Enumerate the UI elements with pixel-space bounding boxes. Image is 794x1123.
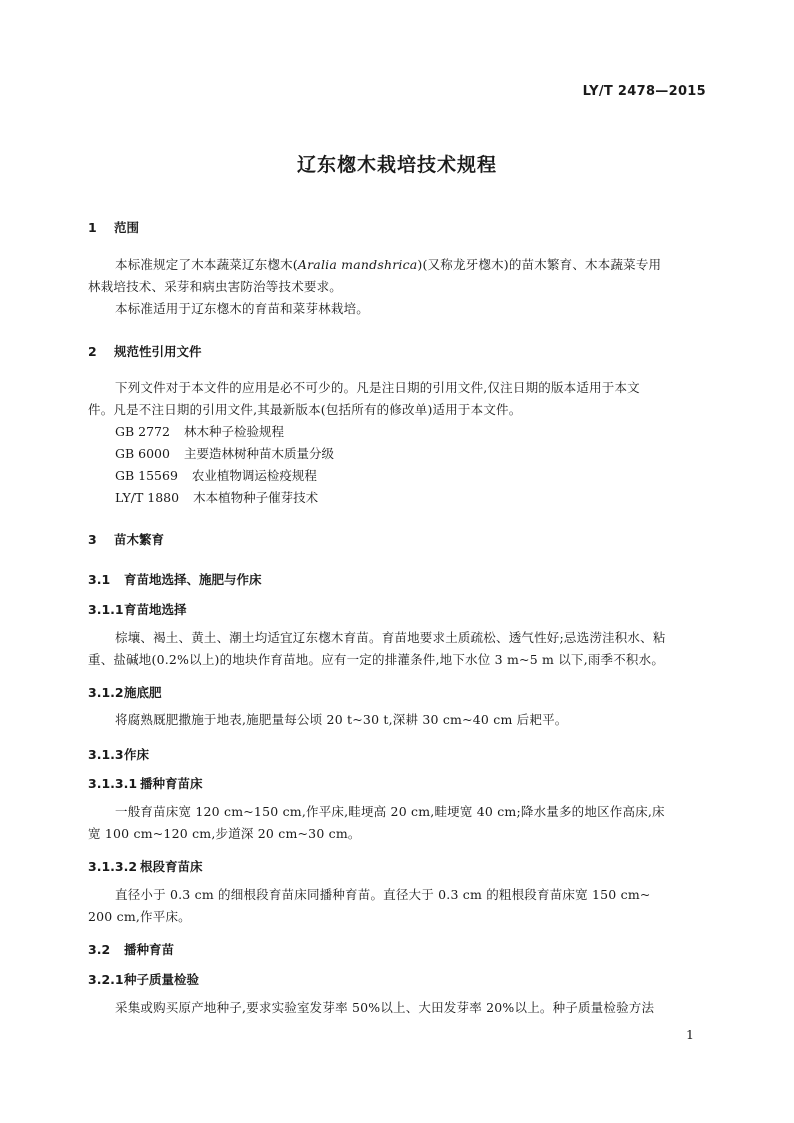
- section-number: 3.2: [88, 942, 111, 957]
- section-number: 3.2.1: [88, 972, 124, 987]
- reference-code: GB 6000: [115, 446, 170, 461]
- text-run: )(又称龙牙楤木)的苗木繁育、木本蔬菜专用: [417, 257, 662, 272]
- section-number: 2: [88, 344, 97, 359]
- section-title: 作床: [124, 747, 150, 762]
- standard-code: LY/T 2478—2015: [582, 84, 706, 99]
- paragraph-line: 林栽培技术、采芽和病虫害防治等技术要求。: [88, 279, 343, 294]
- reference-item: [115, 488, 318, 506]
- section-heading-3-1: [88, 570, 262, 588]
- section-heading-3-2: [88, 940, 174, 958]
- section-title: 育苗地选择、施肥与作床: [124, 572, 262, 587]
- section-number: 3.1.3.2: [88, 859, 138, 874]
- section-number: 3.1: [88, 572, 111, 587]
- paragraph-line: 本标准适用于辽东楤木的育苗和菜芽林栽培。: [115, 301, 370, 316]
- section-heading-3-2-1: [88, 970, 199, 988]
- paragraph-line: 直径小于 0.3 cm 的细根段育苗床同播种育苗。直径大于 0.3 cm 的粗根段育苗床宽 150 cm~: [115, 887, 651, 902]
- paragraph: [88, 377, 706, 421]
- reference-name: 主要造林树种苗木质量分级: [183, 446, 334, 461]
- section-heading-3: [88, 530, 164, 548]
- section-heading-1: [88, 218, 139, 236]
- paragraph-line: 棕壤、褐土、黄土、潮土均适宜辽东楤木育苗。育苗地要求土质疏松、透气性好;忌选涝洼积水、粘: [115, 630, 666, 645]
- section-title: 播种育苗床: [140, 776, 203, 791]
- page-number: 1: [686, 1027, 694, 1042]
- section-number: 3.1.2: [88, 685, 124, 700]
- paragraph: [88, 627, 706, 671]
- reference-item: [115, 422, 284, 440]
- section-title: 规范性引用文件: [114, 344, 202, 359]
- reference-name: 木本植物种子催芽技术: [193, 490, 319, 505]
- paragraph-line: 将腐熟厩肥撒施于地表,施肥量每公顷 20 t~30 t,深耕 30 cm~40 cm 后耙平。: [115, 712, 568, 727]
- section-number: 3.1.1: [88, 602, 124, 617]
- paragraph-line: 一般育苗床宽 120 cm~150 cm,作平床,畦埂高 20 cm,畦埂宽 40 cm;降水量多的地区作高床,床: [115, 804, 665, 819]
- section-title: 施底肥: [124, 685, 162, 700]
- section-heading-3-1-2: [88, 683, 162, 701]
- reference-code: GB 2772: [115, 424, 170, 439]
- section-heading-3-1-3-2: [88, 857, 203, 875]
- section-number: 3: [88, 532, 97, 547]
- reference-name: 林木种子检验规程: [183, 424, 284, 439]
- document-title: 辽东楤木栽培技术规程: [296, 154, 497, 176]
- reference-item: [115, 466, 317, 484]
- paragraph-line: [88, 254, 706, 276]
- section-heading-3-1-3-1: [88, 774, 203, 792]
- paragraph: [88, 801, 706, 845]
- section-number: 3.1.3.1: [88, 776, 138, 791]
- section-title: 范围: [114, 220, 140, 235]
- paragraph-line: 采集或购买原产地种子,要求实验室发芽率 50%以上、大田发芽率 20%以上。种子质量检验方法: [115, 1000, 655, 1015]
- section-title: 育苗地选择: [124, 602, 187, 617]
- section-title: 播种育苗: [124, 942, 175, 957]
- reference-name: 农业植物调运检疫规程: [191, 468, 317, 483]
- section-number: 3.1.3: [88, 747, 124, 762]
- latin-name: Aralia mandshrica: [297, 257, 418, 272]
- text-run: 本标准规定了木本蔬菜辽东楤木(: [115, 257, 298, 272]
- section-number: 1: [88, 220, 97, 235]
- paragraph: [88, 254, 706, 320]
- paragraph: [88, 884, 706, 928]
- paragraph-line: 宽 100 cm~120 cm,步道深 20 cm~30 cm。: [88, 826, 361, 841]
- section-heading-3-1-3: [88, 745, 149, 763]
- paragraph-line: 下列文件对于本文件的应用是必不可少的。凡是注日期的引用文件,仅注日期的版本适用于本文: [115, 380, 640, 395]
- section-title: 根段育苗床: [140, 859, 203, 874]
- reference-code: GB 15569: [115, 468, 178, 483]
- paragraph: [88, 709, 706, 731]
- section-heading-3-1-1: [88, 600, 187, 618]
- reference-code: LY/T 1880: [115, 490, 180, 505]
- paragraph-line: 重、盐碱地(0.2%以上)的地块作育苗地。应有一定的排灌条件,地下水位 3 m~5 m 以下,雨季不积水。: [88, 652, 665, 667]
- section-title: 种子质量检验: [124, 972, 200, 987]
- section-title: 苗木繁育: [114, 532, 165, 547]
- reference-item: [115, 444, 334, 462]
- paragraph-line: 件。凡是不注日期的引用文件,其最新版本(包括所有的修改单)适用于本文件。: [88, 402, 522, 417]
- section-heading-2: [88, 342, 202, 360]
- paragraph-line: 200 cm,作平床。: [88, 909, 191, 924]
- paragraph: [88, 997, 706, 1019]
